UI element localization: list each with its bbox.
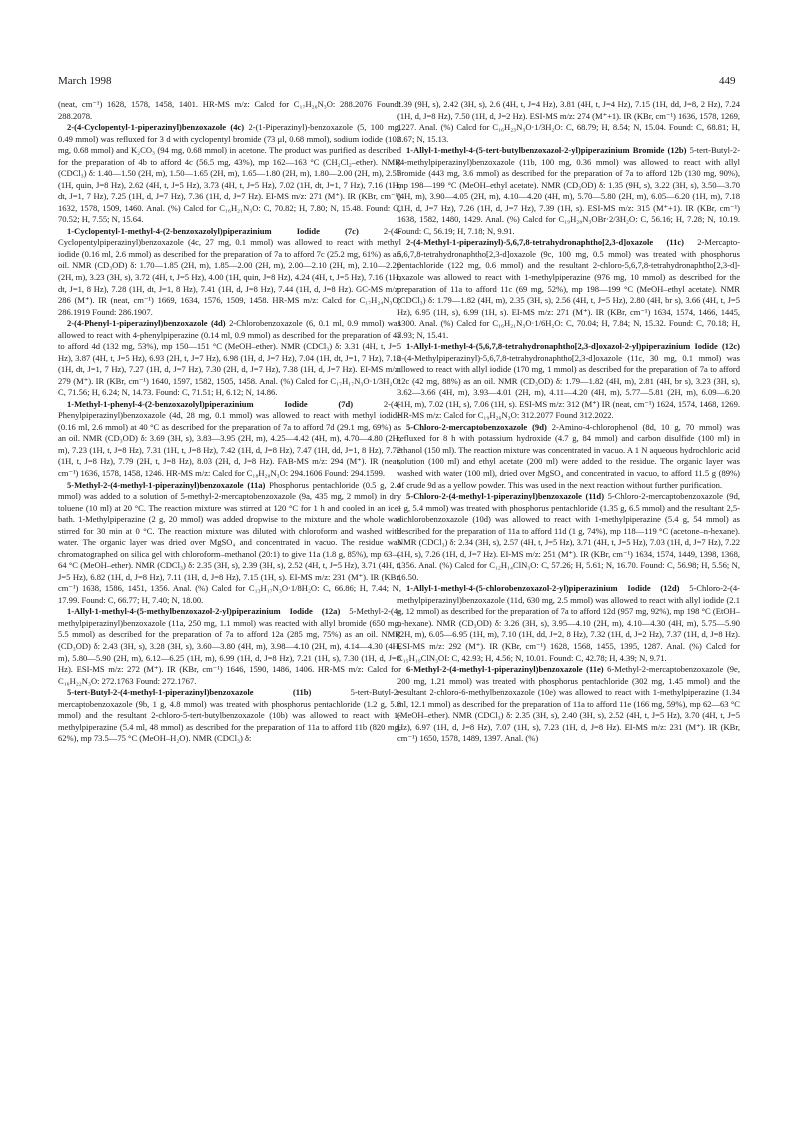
paragraph: (neat, cm⁻¹) 1628, 1578, 1458, 1401. HR-MS m/z: Calcd for C₁₇H₂₆N₃O: 288.2076 Found: 288.2078.	[58, 99, 401, 121]
paragraph: 1-Allyl-1-methyl-4-(5-chlorobenzoxazol-2-yl)piperazinium Iodide (12d) 5-Chloro-2-(4-methylpiperazinyl)benzoxazole (11d, 630 mg, 2.5 mmol) was allowed to react with allyl iodide (2.1 g, 12 mmol) as described for the preparation of 7a to afford 12d (957 mg, 92%), mp 198 °C (EtOH–n-hexane). NMR (CD₃OD) δ: 3.26 (3H, s), 3.95—4.10 (2H, m), 4.10—4.30 (4H, m), 5.75—5.90 (2H, m), 6.05—6.95 (1H, m), 7.10 (1H, dd, J=2, 8 Hz), 7.32 (1H, d, J=2 Hz), 7.37 (1H, d, J=8 Hz). ESI-MS m/z: 292 (M⁺). IR (KBr, cm⁻¹) 1628, 1568, 1455, 1395, 1287. Anal. (%) Calcd for C₁₅H₁₉ClN₃OI: C, 42.93; H, 4.56; N, 10.01. Found: C, 42.78; H, 4.39; N, 9.71.	[397, 583, 740, 663]
running-header-date: March 1998	[58, 75, 112, 87]
paragraph: 5-Chloro-2-mercaptobenzoxazole (9d) 2-Amino-4-chlorophenol (8d, 10 g, 70 mmol) was refluxed for 8 h with potassium hydroxide (4.7 g, 84 mmol) and carbon disulfide (100 ml) in ethanol (150 ml). The reaction mixture was concentrated in vacuo. A 1 N aqueous hydrochloric acid solution (100 ml) and ethyl acetate (200 ml) were added to the residue. The organic layer was washed with water (100 ml), dried over MgSO₄ and concentrated in vacuo, to afford 11.5 g (89%) of crude 9d as a yellow powder. This was used in the next reaction without further purification.	[397, 421, 740, 490]
paragraph: 2-(4-Phenyl-1-piperazinyl)benzoxazole (4d) 2-Chlorobenzoxazole (6, 0.1 ml, 0.9 mmol) was allowed to react with 4-phenylpiperazine (0.14 ml, 0.9 mmol) as described for the preparation of 4a to afford 4d (132 mg, 53%), mp 150—151 °C (MeOH–ether). NMR (CDCl₃) δ: 3.31 (4H, t, J=5 Hz), 3.87 (4H, t, J=5 Hz), 6.93 (2H, t, J=7 Hz), 6.98 (1H, d, J=7 Hz), 7.04 (1H, dt, J=1, 7 Hz), 7.18 (1H, dt, J=1, 7 Hz), 7.27 (1H, d, J=7 Hz), 7.30 (2H, d, J=7 Hz), 7.38 (1H, d, J=7 Hz). EI-MS m/z: 279 (M⁺). IR (KBr, cm⁻¹) 1640, 1597, 1582, 1505, 1458. Anal. (%) Calcd for C₁₇H₁₇N₃O·1/3H₂O: C, 71.56; H, 6.24; N, 14.73. Found: C, 71.51; H, 6.12; N, 14.86.	[58, 318, 401, 398]
paragraph: 2-(4-Methyl-1-piperazinyl)-5,6,7,8-tetrahydronaphtho[2,3-d]oxazole (11c) 2-Mercapto-5,6,7,8-tetrahydronaphtho[2,3-d]oxazole (9c, 100 mg, 0.5 mmol) was treated with phosphorus pentachloride (122 mg, 0.6 mmol) and the resultant 2-chloro-5,6,7,8-tetrahydronaphtho[2,3-d]-oxazole was allowed to react with 1-methylpiperazine (976 mg, 10 mmol) as described for the preparation of 11a to afford 11c (69 mg, 52%), mp 198—199 °C (MeOH–ethyl acetate). NMR (CDCl₃) δ: 1.79—1.82 (4H, m), 2.35 (3H, s), 2.56 (4H, t, J=5 Hz), 2.80 (4H, br s), 3.66 (4H, t, J=5 Hz), 6.95 (1H, s), 6.99 (1H, s). EI-MS m/z: 271 (M⁺). IR (KBr, cm⁻¹) 1634, 1574, 1466, 1445, 1300. Anal. (%) Calcd for C₁₆H₂₁N₃O·1/6H₂O: C, 70.04; H, 7.84; N, 15.32. Found: C, 70.18; H, 7.93; N, 15.41.	[397, 237, 740, 340]
paragraph: 1-Methyl-1-phenyl-4-(2-benzoxazolyl)piperazinium Iodide (7d) 2-(4-Phenylpiperazinyl)benzoxazole (4d, 28 mg, 0.1 mmol) was allowed to react with methyl iodide (0.16 ml, 2.6 mmol) at 40 °C as described for the preparation of 7a to afford 7d (29.1 mg, 69%) as an oil. NMR (CD₃OD) δ: 3.69 (3H, s), 3.83—3.95 (2H, m), 4.25—4.42 (4H, m), 4.70—4.80 (2H, m), 7.23 (1H, t, J=8 Hz), 7.31 (1H, t, J=8 Hz), 7.42 (1H, d, J=8 Hz), 7.47 (1H, dd, J=1, 8 Hz), 7.72 (1H, t, J=8 Hz), 7.79 (2H, t, J=8 Hz), 8.03 (2H, d, J=8 Hz). FAB-MS m/z: 294 (M⁺). IR (neat, cm⁻¹) 1636, 1578, 1458, 1246. HR-MS m/z: Calcd for C₁₈H₂₀N₃O: 294.1606 Found: 294.1599.	[58, 398, 401, 478]
paragraph: 6-Methyl-2-(4-methyl-1-piperazinyl)benzoxazole (11e) 6-Methyl-2-mercaptobenzoxazole (9e, 200 mg, 1.21 mmol) was treated with phosphorus pentachloride (302 mg, 1.45 mmol) and the resultant 2-chloro-6-methylbenzoxazole (10e) was allowed to react with 1-methylpiperazine (1.34 ml, 12.1 mmol) as described for the preparation of 11a to afford 11e (166 mg, 59%), mp 62—63 °C (MeOH–ether). NMR (CDCl₃) δ: 2.35 (3H, s), 2.40 (3H, s), 2.52 (4H, t, J=5 Hz), 3.70 (4H, t, J=5 Hz), 6.97 (1H, d, J=8 Hz), 7.07 (1H, s), 7.23 (1H, d, J=8 Hz). EI-MS m/z: 231 (M⁺). IR (KBr, cm⁻¹) 1650, 1578, 1489, 1397. Anal. (%)	[397, 664, 740, 744]
right-column	[397, 99, 740, 1099]
paragraph: 2-(4-Cyclopentyl-1-piperazinyl)benzoxazole (4c) 2-(1-Piperazinyl)-benzoxazole (5, 100 mg, 0.49 mmol) was refluxed for 3 d with cyclopentyl bromide (73 μl, 0.68 mmol), sodium iodide (102 mg, 0.68 mmol) and K₂CO₃ (94 mg, 0.68 mmol) in acetone. The product was purified as described for the preparation of 4b to afford 4c (56.5 mg, 43%), mp 162—163 °C (CH₂Cl₂–ether). NMR (CDCl₃) δ: 1.40—1.50 (2H, m), 1.50—1.65 (2H, m), 1.65—1.80 (2H, m), 1.80—2.00 (2H, m), 2.57 (1H, quin, J=8 Hz), 2.62 (4H, t, J=5 Hz), 3.73 (4H, t, J=5 Hz), 7.02 (1H, dt, J=1, 7 Hz), 7.16 (1H, dt, J=1, 7 Hz), 7.25 (1H, d, J=7 Hz), 7.36 (1H, d, J=7 Hz). EI-MS m/z: 271 (M⁺). IR (KBr, cm⁻¹) 1632, 1578, 1509, 1460. Anal. (%) Calcd for C₁₆H₂₁N₃O: C, 70.82; H, 7.80; N, 15.48. Found: C, 70.52; H, 7.55; N, 15.64.	[58, 122, 401, 225]
paragraph: 5-Chloro-2-(4-methyl-1-piperazinyl)benzoxazole (11d) 5-Chloro-2-mercaptobenzoxazole (9d, 1 g, 5.4 mmol) was treated with phosphorus pentachloride (1.35 g, 6.5 mmol) and the resultant 2,5-dichlorobenzoxazole (10d) was allowed to react with 1-methylpiperazine (5.4 g, 54 mmol) as described for the preparation of 11a to afford 11d (1 g, 74%), mp 118—119 °C (acetone–n-hexane). NMR (CDCl₃) δ: 2.34 (3H, s), 2.57 (4H, t, J=5 Hz), 3.71 (4H, t, J=5 Hz), 7.03 (1H, d, J=7 Hz), 7.22 (1H, s), 7.26 (1H, d, J=7 Hz). EI-MS m/z: 251 (M⁺). IR (KBr, cm⁻¹) 1634, 1574, 1449, 1398, 1368, 1356. Anal. (%) Calcd for C₁₂H₁₄ClN₃O: C, 57.26; H, 5.61; N, 16.70. Found: C, 56.98; H, 5.56; N, 16.50.	[397, 491, 740, 582]
left-column	[58, 99, 401, 1099]
paragraph: 1-Cyclopentyl-1-methyl-4-(2-benzoxazolyl)piperazinium Iodide (7c) 2-(4-Cyclopentylpiperazinyl)benzoxazole (4c, 27 mg, 0.1 mmol) was allowed to react with methyl iodide (0.16 ml, 2.6 mmol) as described for the preparation of 7a to afford 7c (25.2 mg, 61%) as an oil. NMR (CD₃OD) δ: 1.70—1.85 (2H, m), 1.85—2.00 (2H, m), 2.00—2.10 (2H, m), 2.10—2.20 (2H, m), 3.23 (3H, s), 3.72 (4H, t, J=5 Hz), 4.00 (1H, quin, J=8 Hz), 4.24 (4H, t, J=5 Hz), 7.16 (1H, dt, J=1, 8 Hz), 7.28 (1H, dt, J=1, 8 Hz), 7.41 (1H, d, J=8 Hz), 7.44 (1H, d, J=8 Hz). GC-MS m/z: 286 (M⁺). IR (neat, cm⁻¹) 1669, 1634, 1576, 1509, 1458. HR-MS m/z: Calcd for C₁₇H₂₄N₃O: 286.1919 Found: 286.1907.	[58, 225, 401, 317]
paragraph: 5-Methyl-2-(4-methyl-1-piperazinyl)benzoxazole (11a) Phosphorus pentachloride (0.5 g, 2.4 mmol) was added to a solution of 5-methyl-2-mercaptobenzoxazole (9a, 435 mg, 2 mmol) in dry toluene (10 ml) at 20 °C. The reaction mixture was stirred at 120 °C for 1 h and cooled in an ice-bath. 1-Methylpiperazine (2 g, 20 mmol) was added dropwise to the mixture and the whole was stirred for 30 min at 0 °C. The reaction mixture was diluted with chloroform and washed with water. The organic layer was dried over MgSO₄ and concentrated in vacuo. The residue was chromatographed on silica gel with chloroform–methanol (20:1) to give 11a (1.8 g, 85%), mp 63—64 °C (MeOH–ether). NMR (CDCl₃) δ: 2.35 (3H, s), 2.39 (3H, s), 2.52 (4H, t, J=5 Hz), 3.71 (4H, t, J=5 Hz), 6.82 (1H, d, J=8 Hz), 7.11 (1H, d, J=8 Hz), 7.15 (1H, s). EI-MS m/z: 231 (M⁺). IR (KBr, cm⁻¹) 1638, 1586, 1451, 1356. Anal. (%) Calcd for C₁₃H₁₇N₃O·1/8H₂O: C, 66.86; H, 7.44; N, 17.99. Found: C, 66.77; H, 7.40; N, 18.00.	[58, 479, 401, 605]
paragraph: 1-Allyl-1-methyl-4-(5-methylbenzoxazol-2-yl)piperazinium Iodide (12a) 5-Methyl-2-(4-methylpiperazinyl)benzoxazole (11a, 250 mg, 1.1 mmol) was reacted with allyl bromide (650 mg, 5.5 mmol) as described for the preparation of 7a to afford 12a (285 mg, 75%) as an oil. NMR (CD₃OD) δ: 2.43 (3H, s), 3.28 (3H, s), 3.60—3.80 (4H, m), 3.98—4.10 (2H, m), 4.14—4.30 (4H, m), 5.80—5.90 (2H, m), 6.12—6.25 (1H, m), 6.99 (1H, d, J=8 Hz), 7.21 (1H, s), 7.30 (1H, d, J=8 Hz). ESI-MS m/z: 272 (M⁺). IR (KBr, cm⁻¹) 1646, 1590, 1486, 1406. HR-MS m/z: Calcd for C₁₆H₂₂N₃O: 272.1763 Found: 272.1767.	[58, 606, 401, 686]
paragraph: 5-tert-Butyl-2-(4-methyl-1-piperazinyl)benzoxazole (11b) 5-tert-Butyl-2-mercaptobenzoxazole (9b, 1 g, 4.8 mmol) was treated with phosphorus pentachloride (1.2 g, 5.8 mmol) and the resultant 2-chloro-5-tert-butylbenzoxazole (10b) was allowed to react with 1-methylpiperazine (5.4 ml, 48 mmol) as described for the preparation of 11a to afford 11b (820 mg, 62%), mp 73.5—75 °C (MeOH–H₂O). NMR (CDCl₃) δ:	[58, 687, 401, 744]
page-number: 449	[719, 75, 736, 87]
paragraph: 1.39 (9H, s), 2.42 (3H, s), 2.6 (4H, t, J=4 Hz), 3.81 (4H, t, J=4 Hz), 7.15 (1H, dd, J=8, 2 Hz), 7.24 (1H, d, J=8 Hz), 7.50 (1H, d, J=2 Hz). ESI-MS m/z: 274 (M⁺+1). IR (KBr, cm⁻¹) 1636, 1578, 1269, 1227. Anal. (%) Calcd for C₁₆H₂₃N₃O·1/3H₂O: C, 68.79; H, 8.54; N, 15.04. Found: C, 68.81; H, 8.67; N, 15.13.	[397, 99, 740, 144]
paragraph: 1-Allyl-1-methyl-4-(5,6,7,8-tetrahydronaphtho[2,3-d]oxazol-2-yl)piperazinium Iodide (12c) 2-(4-Methylpiperazinyl)-5,6,7,8-tetrahydronaphtho[2,3-d]oxazole (11c, 30 mg, 0.1 mmol) was allowed to react with allyl iodide (170 mg, 1 mmol) as described for the preparation of 7a to afford 12c (42 mg, 88%) as an oil. NMR (CD₃OD) δ: 1.79—1.82 (4H, m), 2.81 (4H, br s), 3.23 (3H, s), 3.62—3.66 (4H, m), 3.93—4.01 (2H, m), 4.11—4.20 (4H, m), 5.77—5.81 (2H, m), 6.09—6.20 (1H, m), 7.02 (1H, s), 7.06 (1H, s). ESI-MS m/z: 312 (M⁺) IR (neat, cm⁻¹) 1624, 1574, 1468, 1269. HR-MS m/z: Calcd for C₁₉H₂₆N₃O: 312.2077 Found 312.2022.	[397, 341, 740, 421]
paragraph: 1-Allyl-1-methyl-4-(5-tert-butylbenzoxazol-2-yl)piperazinium Bromide (12b) 5-tert-Butyl-2-(4-methylpiperazinyl)benzoxazole (11b, 100 mg, 0.36 mmol) was allowed to react with allyl bromide (443 mg, 3.6 mmol) as described for the preparation of 7a to afford 12b (130 mg, 90%), mp 198—199 °C (MeOH–ethyl acetate). NMR (CD₃OD) δ: 1.35 (9H, s), 3.22 (3H, s), 3.50—3.70 (4H, m), 3.90—4.05 (2H, m), 4.10—4.20 (4H, m), 5.70—5.80 (2H, m), 6.05—6.20 (1H, m), 7.18 (1H, d, J=7 Hz), 7.26 (1H, d, J=7 Hz), 7.39 (1H, s). ESI-MS m/z: 315 (M⁺+1). IR (KBr, cm⁻¹) 1638, 1582, 1480, 1429. Anal. (%) Calcd for C₁₉H₂₈N₃OBr·2/3H₂O: C, 56.16; H, 7.28; N, 10.19. Found: C, 56.19; H, 7.18; N, 9.91.	[397, 145, 740, 236]
